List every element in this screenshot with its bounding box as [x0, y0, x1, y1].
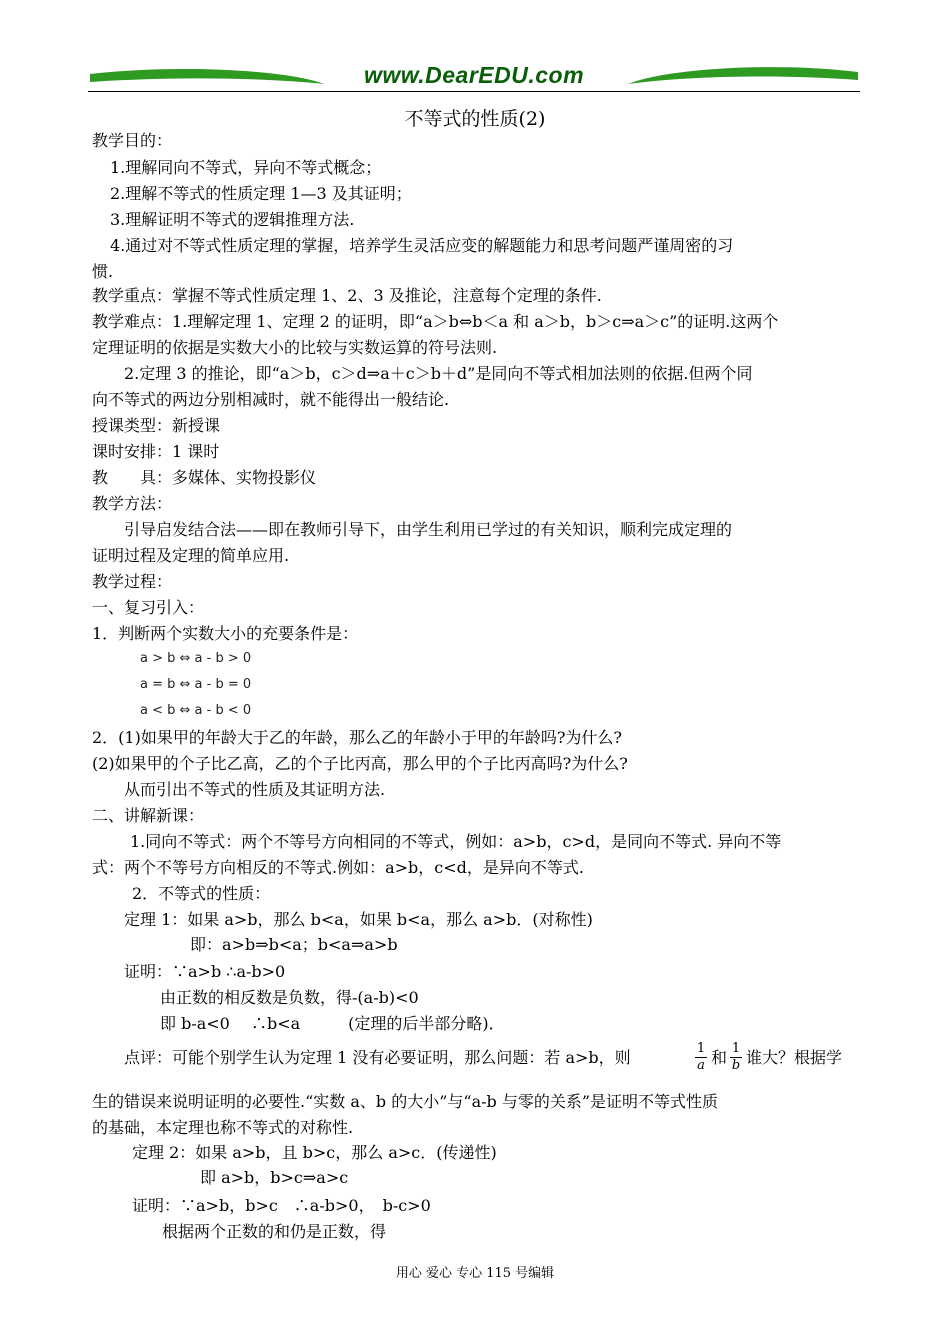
text-line: 授课类型：新授课 — [92, 416, 221, 435]
text-line: 1.理解同向不等式，异向不等式概念； — [110, 158, 382, 177]
header-rule — [88, 91, 860, 92]
text-line: 向不等式的两边分别相减时，就不能得出一般结论. — [92, 390, 450, 409]
text-line: 引导启发结合法——即在教师引导下，由学生利用已学过的有关知识，顺利完成定理的 — [124, 520, 733, 539]
text-line: 和 — [711, 1048, 728, 1067]
text-line: 2．(1)如果甲的年龄大于乙的年龄，那么乙的年龄小于甲的年龄吗?为什么? — [92, 728, 623, 747]
text-line: 即 b-a<0 ∴b<a (定理的后半部分略)． — [160, 1014, 505, 1033]
text-line: 从而引出不等式的性质及其证明方法. — [124, 780, 386, 799]
text-line: 2．不等式的性质： — [132, 884, 271, 903]
equation: a > b ⇔ a - b > 0 — [140, 651, 252, 666]
text-line: 教学方法： — [92, 494, 173, 513]
text-line: 教 具：多媒体、实物投影仪 — [92, 468, 317, 487]
text-line: 教学难点：1.理解定理 1、定理 2 的证明，即“a＞b⇔b＜a 和 a＞b，b＞c⇒a＞c”的证明.这两个 — [92, 312, 779, 331]
text-line: 定理 1：如果 a>b，那么 b<a，如果 b<a，那么 a>b．(对称性) — [124, 910, 593, 929]
site-logo: www.DearEDU.com — [363, 62, 585, 88]
equation: a < b ⇔ a - b < 0 — [140, 703, 252, 718]
text-line: 的基础，本定理也称不等式的对称性. — [92, 1118, 354, 1137]
text-line: 教学重点：掌握不等式性质定理 1、2、3 及推论，注意每个定理的条件. — [92, 286, 602, 305]
text-line: 生的错误来说明证明的必要性.“实数 a、b 的大小”与“a-b 与零的关系”是证明不等式性质 — [92, 1092, 719, 1111]
text-line: 由正数的相反数是负数，得-(a-b)<0 — [160, 988, 419, 1007]
fraction-1-over-a: 1 a — [696, 1041, 706, 1073]
text-line: 证明过程及定理的简单应用. — [92, 546, 290, 565]
fraction-1-over-b: 1 b — [731, 1041, 741, 1073]
text-line: 即 a>b，b>c⇒a>c — [200, 1168, 349, 1187]
equation: a = b ⇔ a - b = 0 — [140, 677, 252, 692]
text-line: 即：a>b⇒b<a；b<a⇒a>b — [190, 935, 398, 954]
text-line: 证明：∵a>b ∴a-b>0 — [124, 962, 286, 981]
text-line: 二、讲解新课： — [92, 806, 205, 825]
text-line: (2)如果甲的个子比乙高，乙的个子比丙高，那么甲的个子比丙高吗?为什么? — [92, 754, 628, 773]
text-line: 定理 2：如果 a>b，且 b>c，那么 a>c．(传递性) — [132, 1143, 497, 1162]
text-line: 根据两个正数的和仍是正数，得 — [162, 1222, 387, 1241]
text-line: 惯. — [92, 262, 114, 281]
text-line: 谁大？根据学 — [746, 1048, 843, 1067]
text-line: 课时安排：1 课时 — [92, 442, 220, 461]
text-line: 教学目的： — [92, 131, 173, 150]
text-line: 定理证明的依据是实数大小的比较与实数运算的符号法则. — [92, 338, 498, 357]
text-line: 证明：∵a>b，b>c ∴a-b>0， b-c>0 — [132, 1196, 431, 1215]
text-line: 3.理解证明不等式的逻辑推理方法. — [110, 210, 355, 229]
text-line: 点评：可能个别学生认为定理 1 没有必要证明，那么问题：若 a>b，则 — [124, 1048, 631, 1067]
text-line: 1.同向不等式：两个不等号方向相同的不等式，例如：a>b，c>d，是同向不等式. 异向不等 — [130, 832, 782, 851]
text-line: 2.定理 3 的推论，即“a＞b，c＞d⇒a＋c＞b＋d”是同向不等式相加法则的依据.但两个同 — [124, 364, 753, 383]
text-line: 一、复习引入： — [92, 598, 205, 617]
text-line: 1．判断两个实数大小的充要条件是： — [92, 624, 359, 643]
page-title: 不等式的性质(2) — [404, 108, 546, 130]
text-line: 2.理解不等式的性质定理 1—3 及其证明； — [110, 184, 412, 203]
text-line: 4.通过对不等式性质定理的掌握，培养学生灵活应变的解题能力和思考问题严谨周密的习 — [110, 236, 734, 255]
page-footer: 用心 爱心 专心 115 号编辑 — [395, 1266, 555, 1281]
text-line: 式：两个不等号方向相反的不等式.例如：a>b，c<d，是异向不等式. — [92, 858, 584, 877]
text-line: 教学过程： — [92, 572, 173, 591]
